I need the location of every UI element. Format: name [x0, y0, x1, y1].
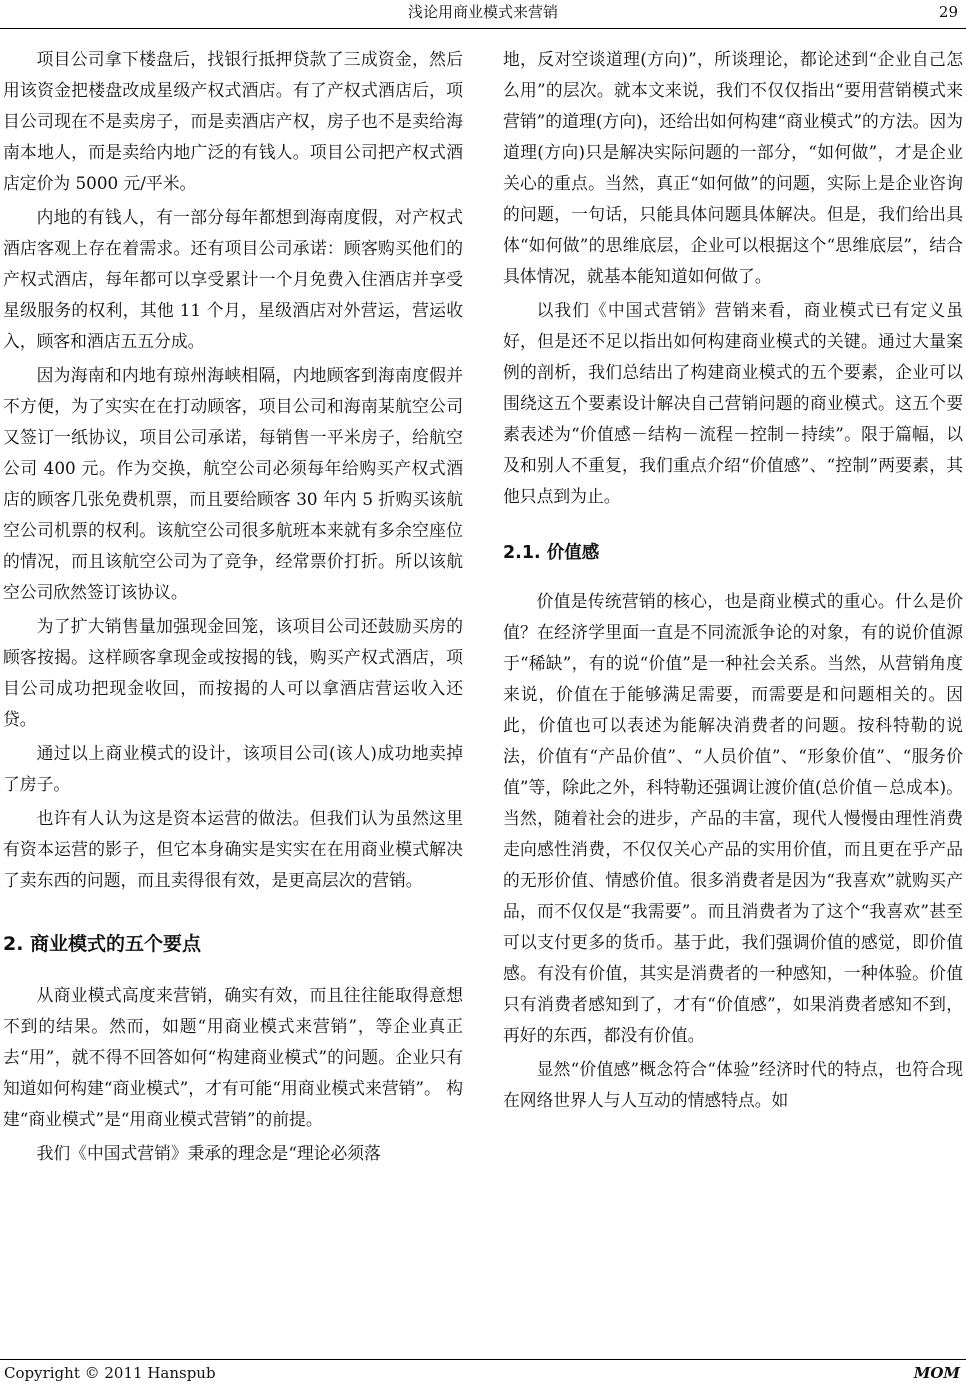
page-number: 29 — [938, 3, 958, 21]
copyright-notice: Copyright © 2011 Hanspub — [4, 1364, 216, 1382]
page-footer — [0, 1359, 966, 1386]
journal-abbreviation: MOM — [913, 1364, 960, 1382]
paragraph: 因为海南和内地有琼州海峡相隔，内地顾客到海南度假并不方便，为了实实在在打动顾客，项目公司和海南某航空公司又签订一纸协议，项目公司承诺，每销售一平米房子，给航空公司 400 元。作为交换，航空公司必须每年给购买产权式酒店的顾客几张免费机票，而且要给顾客 30 年内 5 折购买该航空公司机票的权利。该航空公司很多航班本来就有多余空座位的情况，而且该航空公司为了竞争，经常票价打折。所以该航空公司欣然签订该协议。 — [3, 365, 463, 602]
running-header — [0, 0, 966, 29]
paragraph: 通过以上商业模式的设计，该项目公司(该人)成功地卖掉了房子。 — [3, 743, 463, 794]
paragraph: 我们《中国式营销》秉承的理念是“理论必须落 — [36, 1143, 381, 1163]
running-title: 浅论用商业模式来营销 — [407, 3, 558, 21]
paragraph: 为了扩大销售量加强现金回笼，该项目公司还鼓励买房的顾客按揭。这样顾客拿现金或按揭的钱，购买产权式酒店，项目公司成功把现金收回，而按揭的人可以拿酒店营运收入还贷。 — [3, 616, 463, 729]
section-heading: 2. 商业模式的五个要点 — [3, 933, 202, 955]
paragraph: 也许有人认为这是资本运营的做法。但我们认为虽然这里有资本运营的影子，但它本身确实是实实在在用商业模式解决了卖东西的问题，而且卖得很有效，是更高层次的营销。 — [3, 808, 463, 890]
paragraph: 项目公司拿下楼盘后，找银行抵押贷款了三成资金，然后用该资金把楼盘改成星级产权式酒店。有了产权式酒店后，项目公司现在不是卖房子，而是卖酒店产权，房子也不是卖给海南本地人，而是卖给内地广泛的有钱人。项目公司把产权式酒店定价为 5000 元/平米。 — [3, 49, 463, 193]
paragraph: 从商业模式高度来营销，确实有效，而且往往能取得意想不到的结果。然而，如题“用商业模式来营销”，等企业真正去“用”，就不得不回答如何“构建商业模式”的问题。企业只有知道如何构建“商业模式”，才有可能“用商业模式来营销”。 构建“商业模式”是“用商业模式营销”的前提。 — [3, 985, 463, 1129]
paragraph: 显然“价值感”概念符合“体验”经济时代的特点，也符合现在网络世界人与人互动的情感特点。如 — [503, 1059, 963, 1110]
right-column — [503, 44, 963, 1119]
paragraph: 以我们《中国式营销》营销来看，商业模式已有定义虽好，但是还不足以指出如何构建商业模式的关键。通过大量案例的剖析，我们总结出了构建商业模式的五个要素，企业可以围绕这五个要素设计解决自己营销问题的商业模式。这五个要素表述为“价值感－结构－流程－控制－持续”。限于篇幅，以及和别人不重复，我们重点介绍“价值感”、“控制”两要素，其他只点到为止。 — [503, 300, 963, 506]
paragraph-continued: 地，反对空谈道理(方向)”，所谈理论，都论述到“企业自己怎么用”的层次。就本文来说，我们不仅仅指出“要用营销模式来营销”的道理(方向)，还给出如何构建“商业模式”的方法。因为道理(方向)只是解决实际问题的一部分，“如何做”，才是企业关心的重点。当然，真正“如何做”的问题，实际上是企业咨询的问题，一句话，只能具体问题具体解决。但是，我们给出具体“如何做”的思维底层，企业可以根据这个“思维底层”，结合具体情况，就基本能知道如何做了。 — [503, 49, 963, 286]
paragraph: 内地的有钱人，有一部分每年都想到海南度假，对产权式酒店客观上存在着需求。还有项目公司承诺：顾客购买他们的产权式酒店，每年都可以享受累计一个月免费入住酒店并享受星级服务的权利，其他 11 个月，星级酒店对外营运，营运收入，顾客和酒店五五分成。 — [3, 207, 463, 351]
subsection-heading: 2.1. 价值感 — [503, 543, 600, 563]
left-column — [3, 44, 463, 1172]
paragraph: 价值是传统营销的核心，也是商业模式的重心。什么是价值？在经济学里面一直是不同流派争论的对象，有的说价值源于“稀缺”，有的说“价值”是一种社会关系。当然，从营销角度来说，价值在于能够满足需要，而需要是和问题相关的。因此，价值也可以表述为能解决消费者的问题。按科特勒的说法，价值有“产品价值”、“人员价值”、“形象价值”、“服务价值”等，除此之外，科特勒还强调让渡价值(总价值－总成本)。当然，随着社会的进步，产品的丰富，现代人慢慢由理性消费走向感性消费，不仅仅关心产品的实用价值，而且更在乎产品的无形价值、情感价值。很多消费者是因为“我喜欢”就购买产品，而不仅仅是“我需要”。而且消费者为了这个“我喜欢”甚至可以支付更多的货币。基于此，我们强调价值的感觉，即价值感。有没有价值，其实是消费者的一种感知，一种体验。价值只有消费者感知到了，才有“价值感”，如果消费者感知不到，再好的东西，都没有价值。 — [503, 591, 963, 1045]
